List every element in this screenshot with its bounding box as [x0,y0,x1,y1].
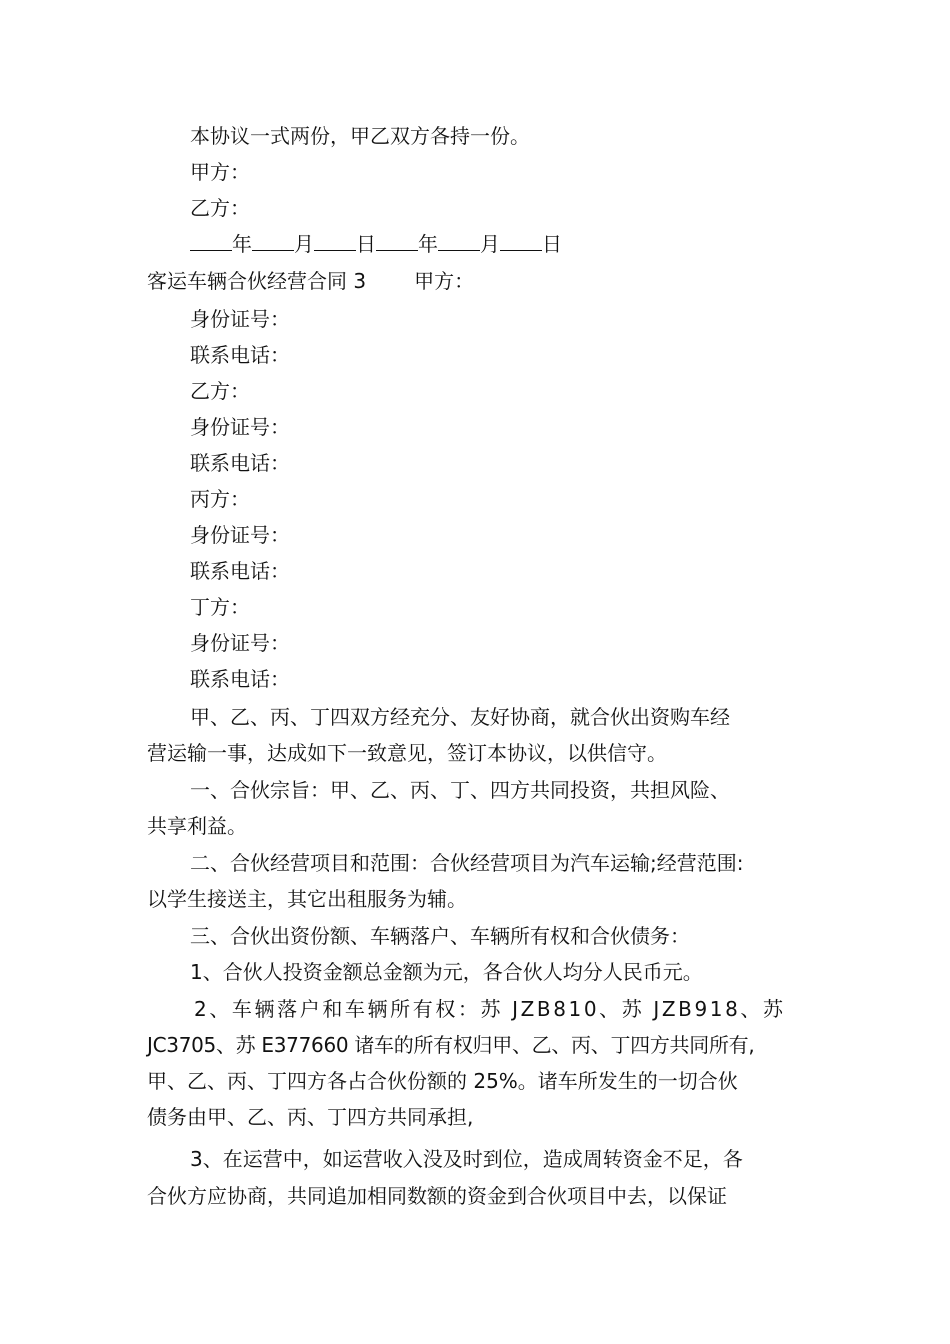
paragraph-line: 合伙方应协商，共同追加相同数额的资金到合伙项目中去，以保证 [147,1184,727,1208]
text-line: 联系电话： [190,451,290,475]
date-month-label: 月 [294,232,314,256]
paragraph-line: JC3705、苏 E377660 诸车的所有权归甲、乙、丙、丁四方共同所有, [147,1033,755,1057]
text-line: 甲方： [190,160,250,184]
text-line: 丁方： [190,595,250,619]
title-line [147,267,474,295]
paragraph-line: 甲、乙、丙、丁四方各占合伙份额的 25%。诸车所发生的一切合伙 [147,1069,738,1093]
blank-field [438,232,480,251]
paragraph-line: 债务由甲、乙、丙、丁四方共同承担, [147,1105,474,1129]
text-line: 身份证号： [190,307,290,331]
text-line: 身份证号： [190,523,290,547]
paragraph-line: 三、合伙出资份额、车辆落户、车辆所有权和合伙债务： [190,924,690,948]
text-line: 联系电话： [190,667,290,691]
blank-field [500,232,542,251]
date-year-label: 年 [232,232,252,256]
paragraph-line: 以学生接送主，其它出租服务为辅。 [147,887,467,911]
text-line: 本协议一式两份，甲乙双方各持一份。 [190,124,530,148]
text-line: 乙方： [190,379,250,403]
date-day-label: 日 [542,232,562,256]
document-title: 客运车辆合伙经营合同 3 [147,269,367,293]
blank-field [190,232,232,251]
paragraph-line: 营运输一事，达成如下一致意见，签订本协议，以供信守。 [147,741,667,765]
text-line: 联系电话： [190,343,290,367]
paragraph-line: 2、车辆落户和车辆所有权：苏 JZB810、苏 JZB918、苏 [194,997,786,1021]
paragraph-line: 一、合伙宗旨：甲、乙、丙、丁、四方共同投资，共担风险、 [190,778,730,802]
blank-field [376,232,418,251]
party-a-label: 甲方： [414,269,475,293]
paragraph-line: 甲、乙、丙、丁四双方经充分、友好协商，就合伙出资购车经 [190,705,730,729]
text-line: 联系电话： [190,559,290,583]
date-line [190,230,562,258]
paragraph-line: 3、在运营中，如运营收入没及时到位，造成周转资金不足，各 [190,1147,743,1171]
blank-field [314,232,356,251]
date-day-label: 日 [356,232,376,256]
date-month-label: 月 [480,232,500,256]
paragraph-line: 二、合伙经营项目和范围：合伙经营项目为汽车运输;经营范围: [190,851,744,875]
paragraph-line: 1、合伙人投资金额总金额为元，各合伙人均分人民币元。 [190,960,703,984]
text-line: 丙方： [190,487,250,511]
date-year-label: 年 [418,232,438,256]
text-line: 身份证号： [190,631,290,655]
blank-field [252,232,294,251]
text-line: 乙方： [190,196,250,220]
text-line: 身份证号： [190,415,290,439]
paragraph-line: 共享利益。 [147,814,247,838]
